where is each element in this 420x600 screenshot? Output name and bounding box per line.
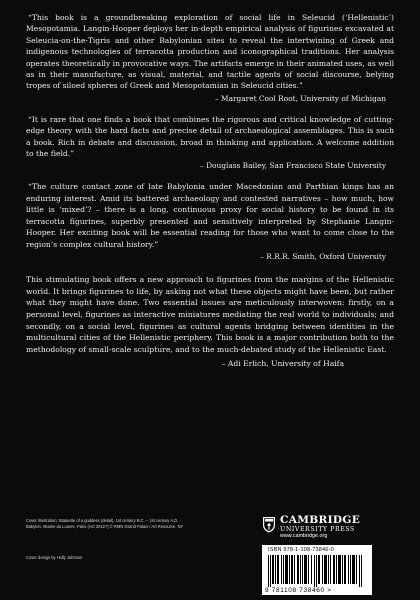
publisher-url: www.cambridge.org: [280, 533, 328, 539]
endorsement-quote-3: “The culture contact zone of late Babylonia under Macedonian and Parthian kings has an enduring interest. Amid its battered archaeology and contested narratives – how much, how little is ‘mixed’? – there is a long, continuous proxy for social history to be found in its terracotta figurines, superbly presented and sensitively interpreted by Stephanie Langin-Hooper. Her exciting book will be essential reading for those who want to come close to the region’s complex cultural history.”: [26, 182, 394, 249]
description-attribution: – Adi Erlich, University of Haifa: [221, 358, 344, 368]
cover-illustration-credit: Cover illustration: Statuette of a goddess (detail), 1st century B.C. – 1st century A.D. Babylon. Musée du Louvre, Paris (AO 20127) © RMN-Grand Palais / Art Resource, NY: [26, 518, 184, 530]
isbn-barcode: [262, 545, 372, 595]
endorsement-quote-2: “It is rare that one finds a book that combines the rigorous and critical knowledge of cutting-edge theory with the hard facts and precise detail of archaeological assemblages. This is such a book. Rich in debate and discussion, broad in thinking and application. A welcome addition to the field.”: [26, 114, 394, 159]
endorsement-quote-1: “This book is a groundbreaking exploration of social life in Seleucid (‘Hellenistic’) Mesopotamia. Langin-Hooper deploys her in-depth empirical analysis of figurines excavated at Seleucia-on-the-Tigris and other Babylonian sites to reveal the intertwining of Greek and indigenous technologies of terracotta production and iconographical traditions. Her analysis operates theoretically in provocative ways. The artifacts emerge in their animated uses, as well as in their manufacture, as visual, material, and tactile agents of social discourse, belying tropes of siloed spheres of Greek and Mesopotamian in Seleucid cities.”: [26, 13, 394, 91]
cambridge-shield-icon: [262, 516, 276, 533]
endorsement-attribution-3: – R.R.R. Smith, Oxford University: [260, 251, 386, 261]
endorsement-attribution-1: – Margaret Cool Root, University of Michigan: [214, 93, 386, 103]
book-description: This stimulating book offers a new approach to figurines from the margins of the Hellenistic world. It brings figurines to life, by asking not what these objects might have been, but rather what they might have done. Two essential issues are meticulously interwoven: firstly, on a personal level, figurines as interactive miniatures mediating the real world to individuals; and secondly, on a social level, figurines as cultural agents bridging between identities in the multicultural cities of the Hellenistic periphery. This book is a major contribution both to the methodology of small-scale sculpture, and to the much-debated study of the Hellenistic East.: [26, 274, 394, 355]
barcode-bars: [268, 555, 366, 587]
publisher-name: CAMBRIDGE: [280, 514, 361, 526]
endorsement-attribution-2: – Douglass Bailey, San Francisco State University: [200, 161, 386, 171]
cover-design-credit: Cover design by Holly Johnson: [26, 555, 83, 560]
publisher-subtitle: UNIVERSITY PRESS: [280, 526, 355, 533]
isbn-label: ISBN 978-1-108-73846-0: [268, 547, 334, 553]
barcode-digits: 9 781108 738460 >: [265, 587, 332, 594]
